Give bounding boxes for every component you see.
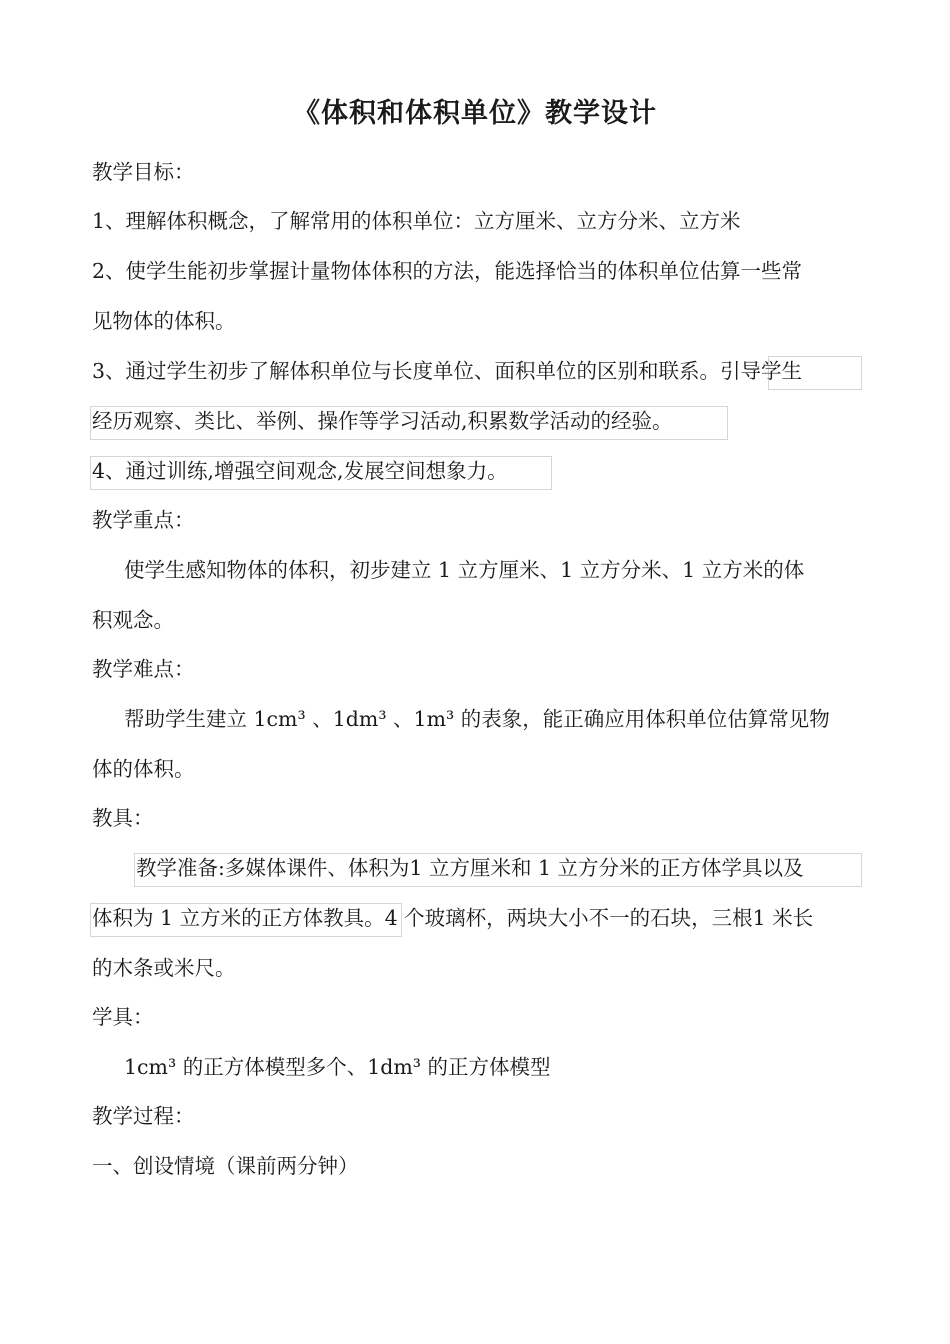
teaching-aids-line-2-rest: 4 个玻璃杯，两块大小不一的石块，三根1 米长 (384, 906, 814, 930)
objective-item-2-line-2: 见物体的体积。 (92, 309, 236, 333)
objective-item-3-line-2: 经历观察、类比、举例、操作等学习活动,积累数学活动的经验。 (92, 409, 673, 433)
difficulties-heading: 教学难点： (92, 657, 195, 681)
difficulties-line-1: 帮助学生建立 1cm³ 、1dm³ 、1m³ 的表象，能正确应用体积单位估算常见物 (124, 707, 830, 731)
student-aids-line-1: 1cm³ 的正方体模型多个、1dm³ 的正方体模型 (124, 1055, 551, 1079)
key-points-line-2: 积观念。 (92, 608, 174, 632)
objective-item-3-highlight: 引导学生 (720, 359, 803, 383)
teaching-aids-line-1: 教学准备:多媒体课件、体积为1 立方厘米和 1 立方分米的正方体学具以及 (136, 856, 804, 880)
process-step-1: 一、创设情境（课前两分钟） (92, 1154, 359, 1178)
objectives-heading: 教学目标： (92, 160, 195, 184)
objective-item-2-line-1: 2、使学生能初步掌握计量物体体积的方法，能选择恰当的体积单位估算一些常 (92, 259, 803, 283)
key-points-heading: 教学重点： (92, 508, 195, 532)
objective-item-4: 4、通过训练,增强空间观念,发展空间想象力。 (92, 459, 508, 483)
student-aids-heading: 学具： (92, 1005, 154, 1029)
teaching-aids-line-3: 的木条或米尺。 (92, 956, 236, 980)
teaching-aids-line-2-boxed: 体积为 1 立方米的正方体教具。 (92, 906, 385, 930)
document-title: 《体积和体积单位》教学设计 (293, 98, 657, 129)
objective-item-3-text: 3、通过学生初步了解体积单位与长度单位、面积单位的区别和联系。 (92, 359, 721, 383)
objective-item-3-line-1 (92, 355, 802, 387)
key-points-line-1: 使学生感知物体的体积，初步建立 1 立方厘米、1 立方分米、1 立方米的体 (124, 558, 805, 582)
teaching-aids-heading: 教具： (92, 806, 154, 830)
difficulties-line-2: 体的体积。 (92, 757, 195, 781)
process-heading: 教学过程： (92, 1104, 195, 1128)
objective-item-1: 1、理解体积概念，了解常用的体积单位：立方厘米、立方分米、立方米 (92, 209, 741, 233)
teaching-aids-line-2 (92, 902, 813, 934)
